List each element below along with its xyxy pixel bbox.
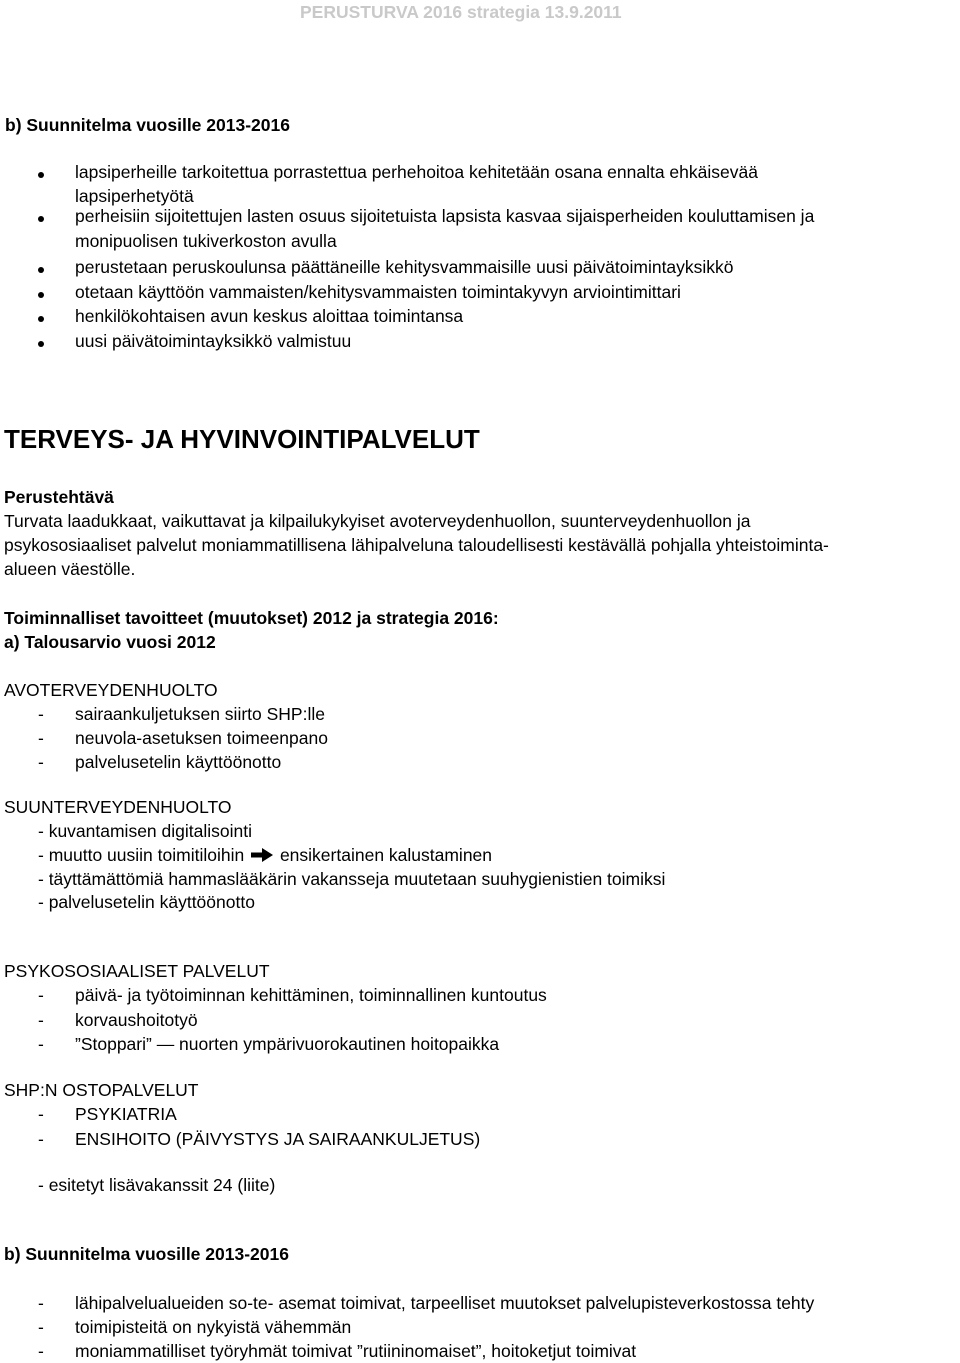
list-item: PSYKIATRIA: [75, 1104, 177, 1124]
dash-marker: -: [38, 1317, 44, 1337]
list-item: toimipisteitä on nykyistä vähemmän: [75, 1317, 352, 1337]
dash-marker: -: [38, 752, 44, 772]
bullet-dot: [38, 216, 44, 222]
dash-marker: -: [38, 1034, 44, 1054]
list-item: - kuvantamisen digitalisointi: [38, 821, 252, 841]
shp-title: SHP:N OSTOPALVELUT: [4, 1080, 199, 1100]
main-heading: TERVEYS- JA HYVINVOINTIPALVELUT: [4, 424, 480, 454]
bullet-dot: [38, 316, 44, 322]
arrow-item-left: - muutto uusiin toimitiloihin: [38, 845, 245, 865]
section-b2-title: b) Suunnitelma vuosille 2013-2016: [4, 1244, 289, 1264]
dash-marker: -: [38, 985, 44, 1005]
section-b1-title: b) Suunnitelma vuosille 2013-2016: [5, 115, 290, 135]
perustehtava-line: psykososiaaliset palvelut moniammatillisena lähipalveluna taloudellisesti kestävällä pohjalla yhteistoiminta-: [4, 535, 829, 555]
list-item: - täyttämättömiä hammaslääkärin vakansseja muutetaan suuhygienistien toimiksi: [38, 869, 666, 889]
right-arrow-icon: [251, 848, 273, 862]
arrow-item-right: ensikertainen kalustaminen: [279, 845, 493, 865]
dash-marker: -: [38, 1104, 44, 1124]
list-item: - palvelusetelin käyttöönotto: [38, 892, 255, 912]
list-item: perustetaan peruskoulunsa päättäneille kehitysvammaisille uusi päivätoimintayksikkö: [75, 257, 734, 277]
lisavakanssit-line: - esitetyt lisävakanssit 24 (liite): [38, 1175, 276, 1195]
list-item: perheisiin sijoitettujen lasten osuus sijoitetuista lapsista kasvaa sijaisperheiden kouluttamisen ja: [75, 206, 815, 226]
list-item: neuvola-asetuksen toimeenpano: [75, 728, 328, 748]
bullet-dot: [38, 341, 44, 347]
avoterveydenhuolto-title: AVOTERVEYDENHUOLTO: [4, 680, 218, 700]
list-item: otetaan käyttöön vammaisten/kehitysvammaisten toimintakyvyn arviointimittari: [75, 282, 681, 302]
perustehtava-line: alueen väestölle.: [4, 559, 136, 579]
list-item: sairaankuljetuksen siirto SHP:lle: [75, 704, 325, 724]
list-item: uusi päivätoimintayksikkö valmistuu: [75, 331, 352, 351]
list-item: lapsiperheille tarkoitettua porrastettua perhehoitoa kehitetään osana ennalta ehkäisevää: [75, 162, 758, 182]
list-item: korvaushoitotyö: [75, 1010, 198, 1030]
list-item: monipuolisen tukiverkoston avulla: [75, 231, 337, 251]
goals-title: Toiminnalliset tavoitteet (muutokset) 2012 ja strategia 2016:: [4, 608, 499, 628]
dash-marker: -: [38, 1010, 44, 1030]
list-item: henkilökohtaisen avun keskus aloittaa toimintansa: [75, 306, 464, 326]
bullet-dot: [38, 267, 44, 273]
bullet-dot: [38, 172, 44, 178]
list-item: [38, 843, 492, 867]
psykososiaaliset-title: PSYKOSOSIAALISET PALVELUT: [4, 961, 270, 981]
list-item: palvelusetelin käyttöönotto: [75, 752, 282, 772]
perustehtava-title: Perustehtävä: [4, 487, 114, 507]
perustehtava-line: Turvata laadukkaat, vaikuttavat ja kilpailukykyiset avoterveydenhuollon, suunterveydenhuollon ja: [4, 511, 751, 531]
dash-marker: -: [38, 1129, 44, 1149]
list-item: moniammatilliset työryhmät toimivat ”rutiininomaiset”, hoitoketjut toimivat: [75, 1341, 637, 1361]
dash-marker: -: [38, 1341, 44, 1361]
dash-marker: -: [38, 728, 44, 748]
list-item: lähipalvelualueiden so-te- asemat toimivat, tarpeelliset muutokset palvelupisteverkostossa tehty: [75, 1293, 815, 1313]
suunterveydenhuolto-title: SUUNTERVEYDENHUOLTO: [4, 797, 232, 817]
list-item: ”Stoppari” — nuorten ympärivuorokautinen hoitopaikka: [75, 1034, 500, 1054]
goals-subtitle: a) Talousarvio vuosi 2012: [4, 632, 216, 652]
list-item: päivä- ja työtoiminnan kehittäminen, toiminnallinen kuntoutus: [75, 985, 547, 1005]
list-item: lapsiperhetyötä: [75, 186, 194, 206]
page-header: PERUSTURVA 2016 strategia 13.9.2011: [300, 2, 622, 22]
dash-marker: -: [38, 704, 44, 724]
bullet-dot: [38, 292, 44, 298]
list-item: ENSIHOITO (PÄIVYSTYS JA SAIRAANKULJETUS): [75, 1129, 481, 1149]
dash-marker: -: [38, 1293, 44, 1313]
